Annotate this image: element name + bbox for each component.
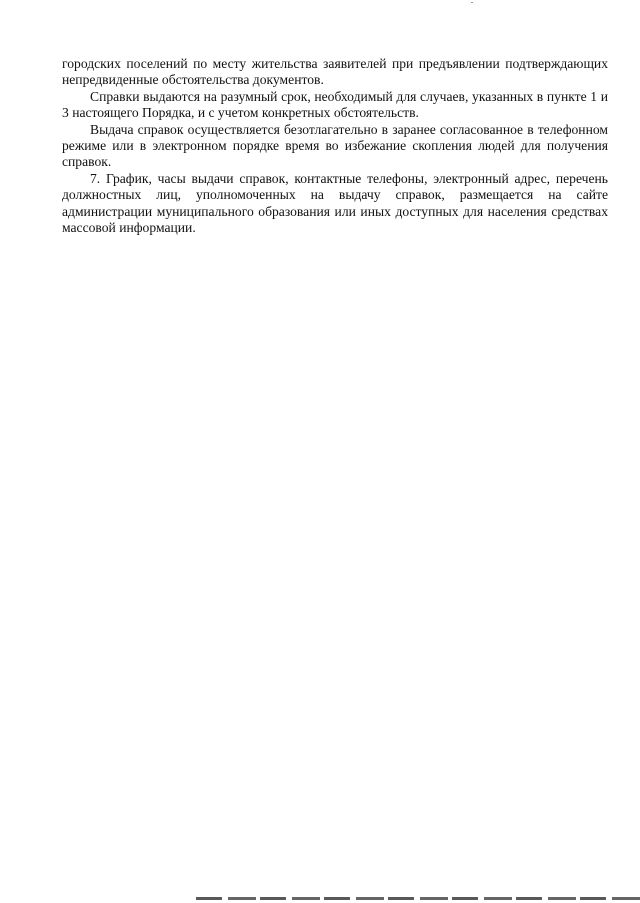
paragraph-continuation: городских поселений по месту жительства заявителей при предъявлении подтверждающих непредвиденные обстоятельства документов. [62, 56, 608, 88]
scan-speck [471, 2, 473, 3]
document-body [62, 56, 608, 236]
paragraph-item-7: 7. График, часы выдачи справок, контактные телефоны, электронный адрес, перечень должностных лиц, уполномоченных на выдачу справок, размещается на сайте администрации муниципального образования или иных доступных для населения средствах массовой информации. [62, 170, 608, 236]
scan-edge-artifact [196, 897, 640, 900]
paragraph-validity-period: Справки выдаются на разумный срок, необходимый для случаев, указанных в пункте 1 и 3 настоящего Порядка, и с учетом конкретных обстоятельств. [62, 88, 608, 121]
paragraph-issuance-timing: Выдача справок осуществляется безотлагательно в заранее согласованное в телефонном режиме или в электронном порядке время во избежание скопления людей для получения справок. [62, 121, 608, 170]
